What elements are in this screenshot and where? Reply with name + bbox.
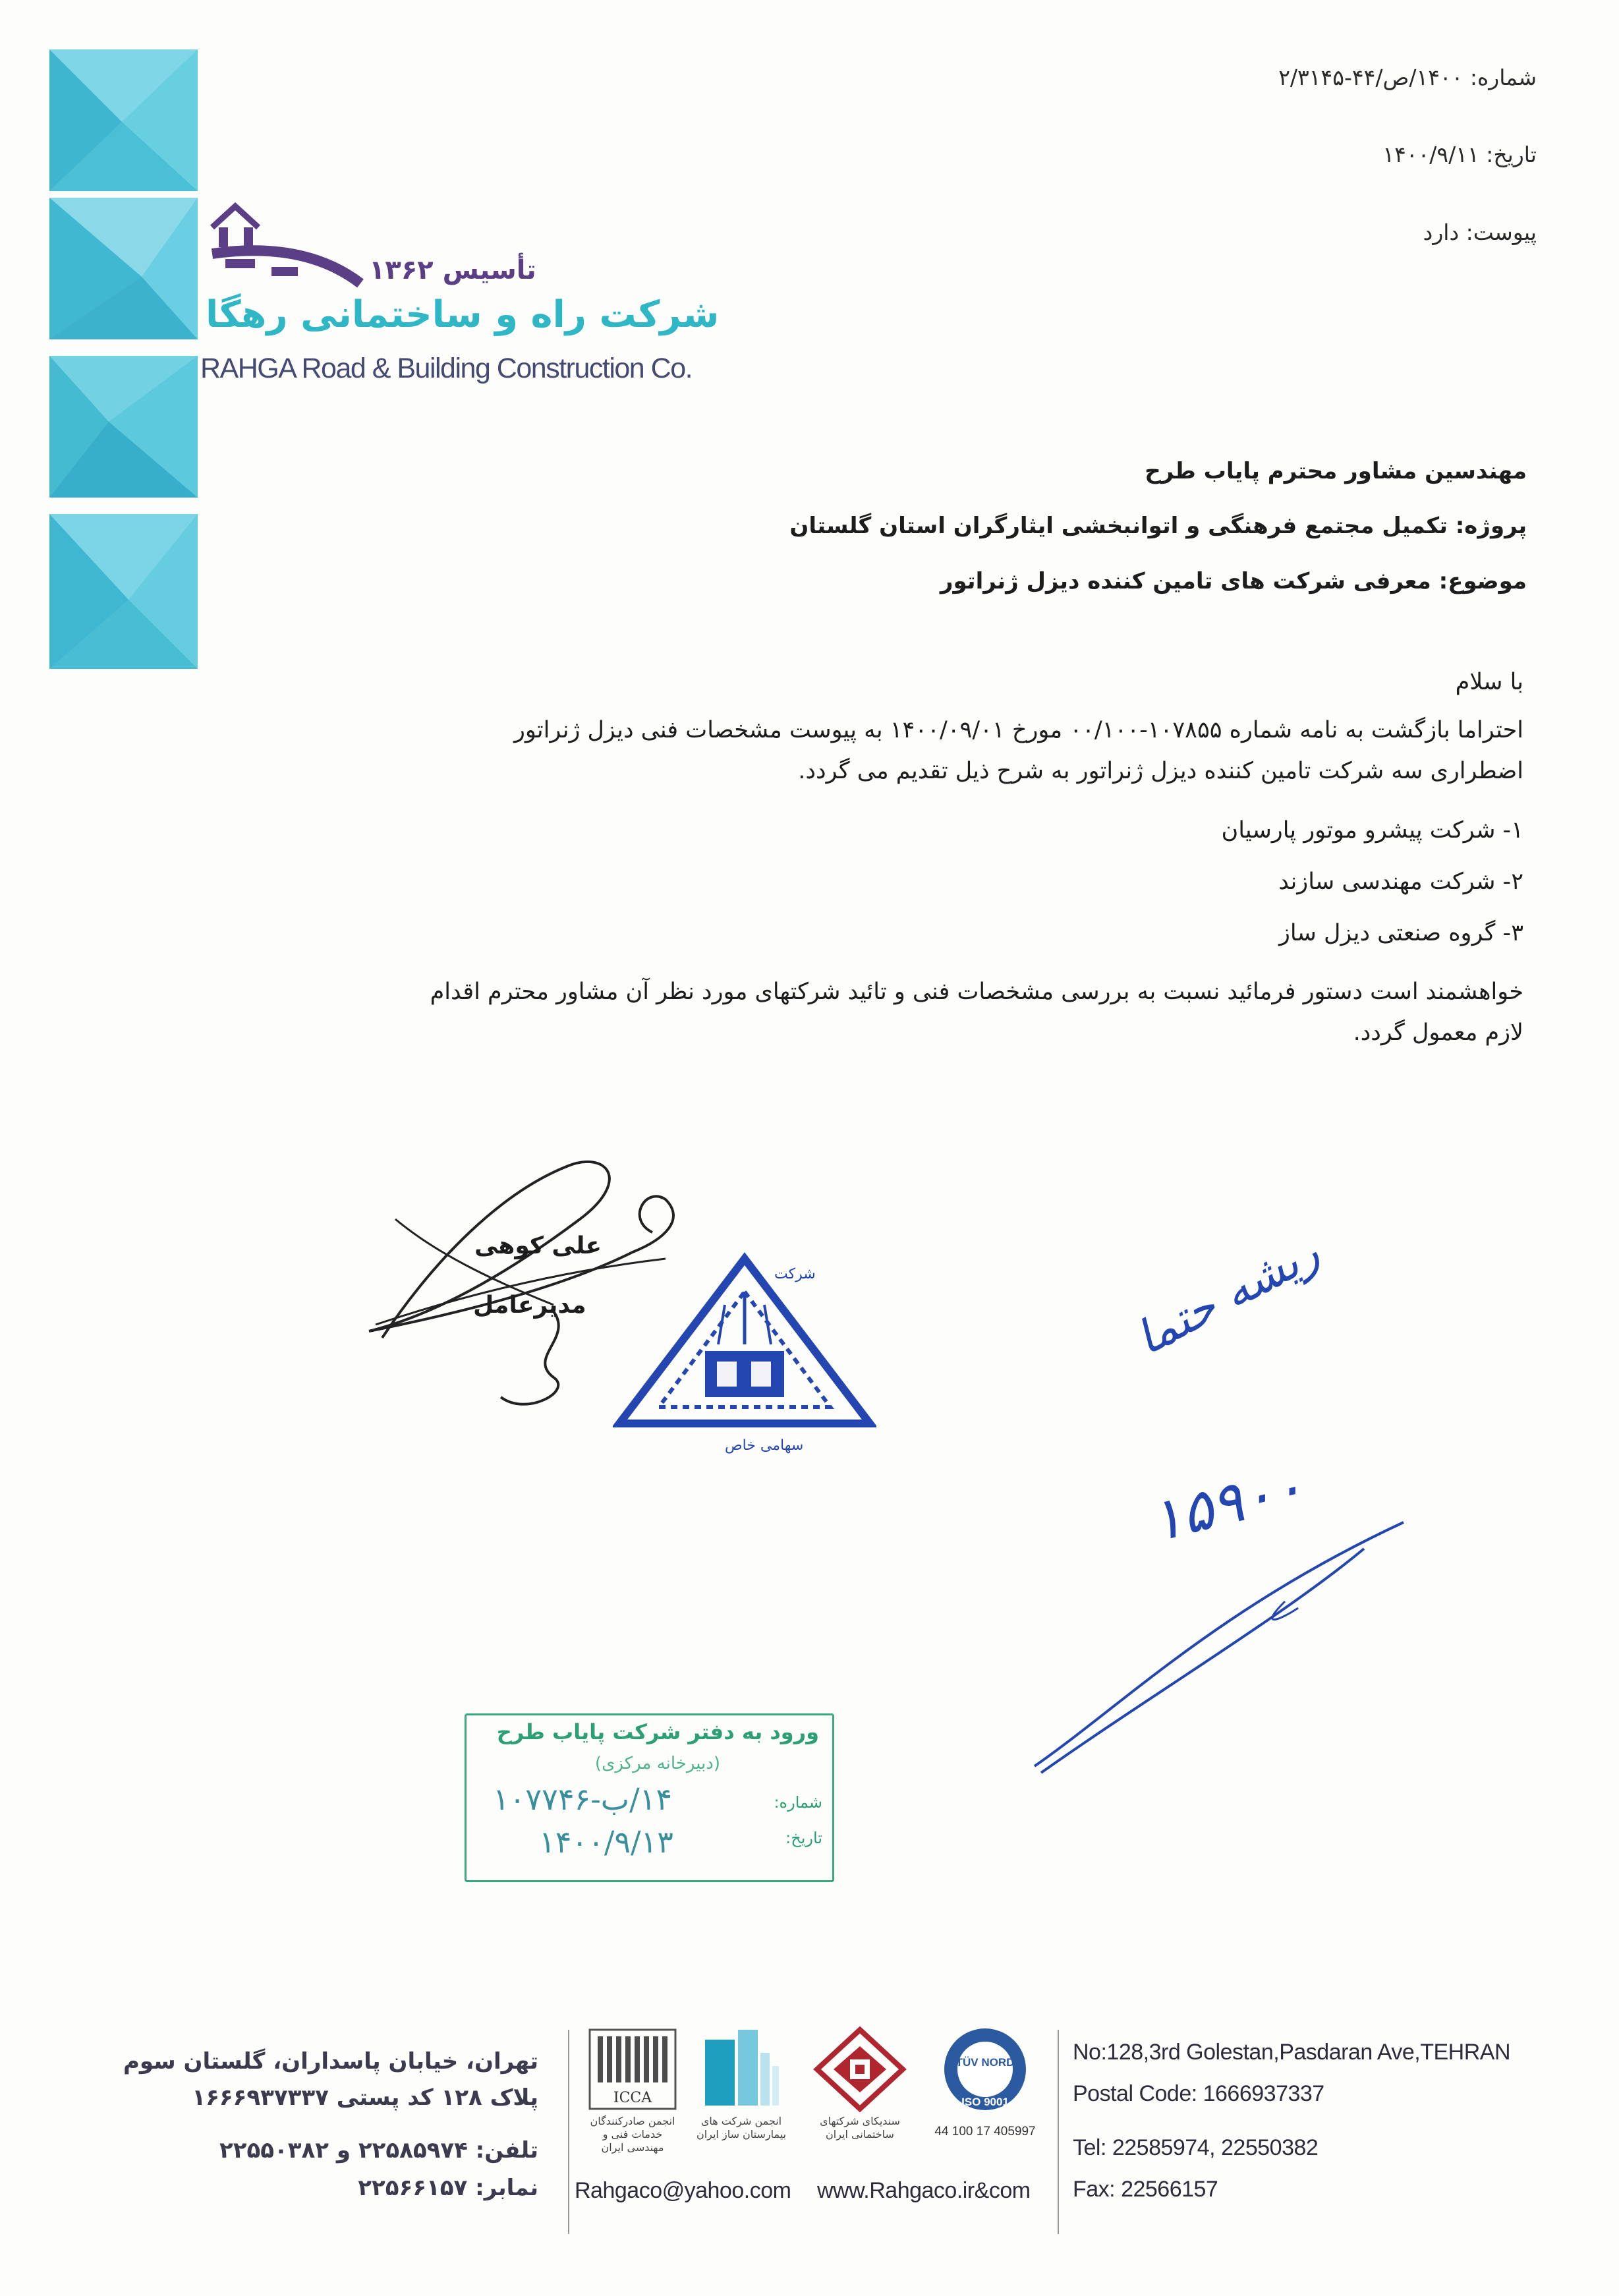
handwritten-note-line-2: ۱۵۹۰۰: [1143, 1451, 1311, 1555]
tuv-label: TÜV NORD: [955, 2056, 1015, 2069]
footer-divider-left: [568, 2030, 569, 2234]
icca-badge: [583, 2026, 682, 2158]
icca-icon: [583, 2026, 682, 2112]
hospital-builders-badge: [692, 2026, 791, 2158]
establishment-year: تأسیس ۱۳۶۲: [369, 255, 536, 285]
footer-address-line-1: تهران، خیابان پاسداران، گلستان سوم: [123, 2048, 538, 2075]
receipt-stamp: [465, 1713, 834, 1882]
footer-postal-code: Postal Code: 1666937337: [1073, 2081, 1324, 2106]
footer-fax-english: Fax: 22566157: [1073, 2177, 1218, 2202]
tuv-cert-number: 44 100 17 405997: [934, 2125, 1036, 2138]
list-item: ۲- شرکت مهندسی سازند: [1278, 869, 1523, 895]
syndicate-badge: [810, 2026, 909, 2158]
receipt-stamp-subtitle: (دبیرخانه مرکزی): [594, 1754, 720, 1773]
paragraph-1-line-2: اضطراری سه شرکت تامین کننده دیزل ژنراتور به شرح ذیل تقدیم می گردد.: [798, 758, 1523, 784]
greeting: با سلام: [1455, 669, 1523, 695]
project-line: پروژه: تکمیل مجتمع فرهنگی و اتوانبخشی ایثارگران استان گلستان: [789, 513, 1527, 539]
decorative-tile-column: [49, 49, 198, 669]
footer-telephone: Tel: 22585974, 22550382: [1073, 2135, 1319, 2160]
signer-title: مدیرعامل: [473, 1292, 586, 1319]
footer-phone: تلفن: ۲۲۵۸۵۹۷۴ و ۲۲۵۵۰۳۸۲: [219, 2137, 538, 2164]
recipient: مهندسین مشاور محترم پایاب طرح: [1145, 458, 1527, 484]
signer-name: علی کوهی: [474, 1232, 602, 1259]
syndicate-caption: سندیکای شرکتهای ساختمانی ایران: [820, 2115, 900, 2140]
letter-date: تاریخ: ۱۴۰۰/۹/۱۱: [1382, 142, 1537, 167]
tile-2: [49, 198, 198, 339]
tile-3: [49, 356, 198, 498]
footer-divider-right: [1058, 2030, 1059, 2234]
paragraph-2-line-2: لازم معمول گردد.: [1353, 1019, 1523, 1046]
receipt-number-value: ۱۴/ب-۱۰۷۷۴۶: [493, 1781, 673, 1817]
handwritten-scribble: [1021, 1509, 1417, 1786]
paragraph-2-line-1: خواهشمند است دستور فرمائید نسبت به بررسی مشخصات فنی و تائید شرکتهای مورد نظر آن مشاور محترم اقدام: [430, 979, 1523, 1005]
company-seal: [613, 1252, 876, 1470]
company-logo: [198, 194, 764, 392]
rahga-logo-mark: [206, 201, 364, 290]
tile-1: [49, 49, 198, 191]
list-item: ۱- شرکت پیشرو موتور پارسیان: [1221, 817, 1523, 844]
building-icon: [692, 2026, 791, 2112]
paragraph-1-line-1: احتراما بازگشت به نامه شماره ۱۰۷۸۵۵-۰۰/۱۰۰ مورخ ۱۴۰۰/۰۹/۰۱ به پیوست مشخصات فنی دیزل ژنراتور: [513, 717, 1523, 743]
letter-attachment: پیوست: دارد: [1423, 219, 1537, 245]
tuv-iso-icon: [919, 2023, 1051, 2122]
list-item: ۳- گروه صنعتی دیزل ساز: [1278, 920, 1523, 946]
receipt-date-label: تاریخ:: [785, 1829, 822, 1847]
receipt-stamp-title: ورود به دفتر شرکت پایاب طرح: [496, 1719, 819, 1744]
footer-website[interactable]: www.Rahgaco.ir&com: [817, 2178, 1031, 2203]
subject-line: موضوع: معرفی شرکت های تامین کننده دیزل ژنراتور: [940, 568, 1527, 594]
company-name-persian: شرکت راه و ساختمانی رهگا: [206, 293, 720, 336]
footer-email[interactable]: Rahgaco@yahoo.com: [575, 2178, 791, 2203]
handwritten-note-line-1: ریشه حتما: [1127, 1224, 1328, 1366]
company-name-english: RAHGA Road & Building Construction Co.: [200, 353, 693, 384]
tuv-iso: ISO 9001: [961, 2096, 1009, 2108]
receipt-number-label: شماره:: [774, 1793, 822, 1812]
letter-number: شماره: ۱۴۰۰/ص/۴۴-۲/۳۱۴۵: [1278, 65, 1537, 90]
syndicate-icon: [810, 2026, 909, 2112]
icca-label: ICCA: [613, 2090, 652, 2106]
hospital-builders-caption: انجمن شرکت های بیمارستان ساز ایران: [696, 2115, 787, 2140]
footer-address-english: No:128,3rd Golestan,Pasdaran Ave,TEHRAN: [1073, 2040, 1511, 2065]
tile-4: [49, 514, 198, 669]
tuv-badge: [919, 2023, 1051, 2155]
receipt-date-value: ۱۴۰۰/۹/۱۳: [539, 1824, 673, 1860]
icca-caption: انجمن صادرکنندگان خدمات فنی و مهندسی ایران: [590, 2115, 675, 2154]
footer-fax: نمابر: ۲۲۵۶۶۱۵۷: [358, 2175, 538, 2201]
seal-top-text: شرکت: [774, 1266, 816, 1282]
seal-bottom-text: سهامی خاص: [725, 1437, 804, 1454]
footer-address-line-2: پلاک ۱۲۸ کد پستی ۱۶۶۶۹۳۷۳۳۷: [192, 2084, 538, 2111]
